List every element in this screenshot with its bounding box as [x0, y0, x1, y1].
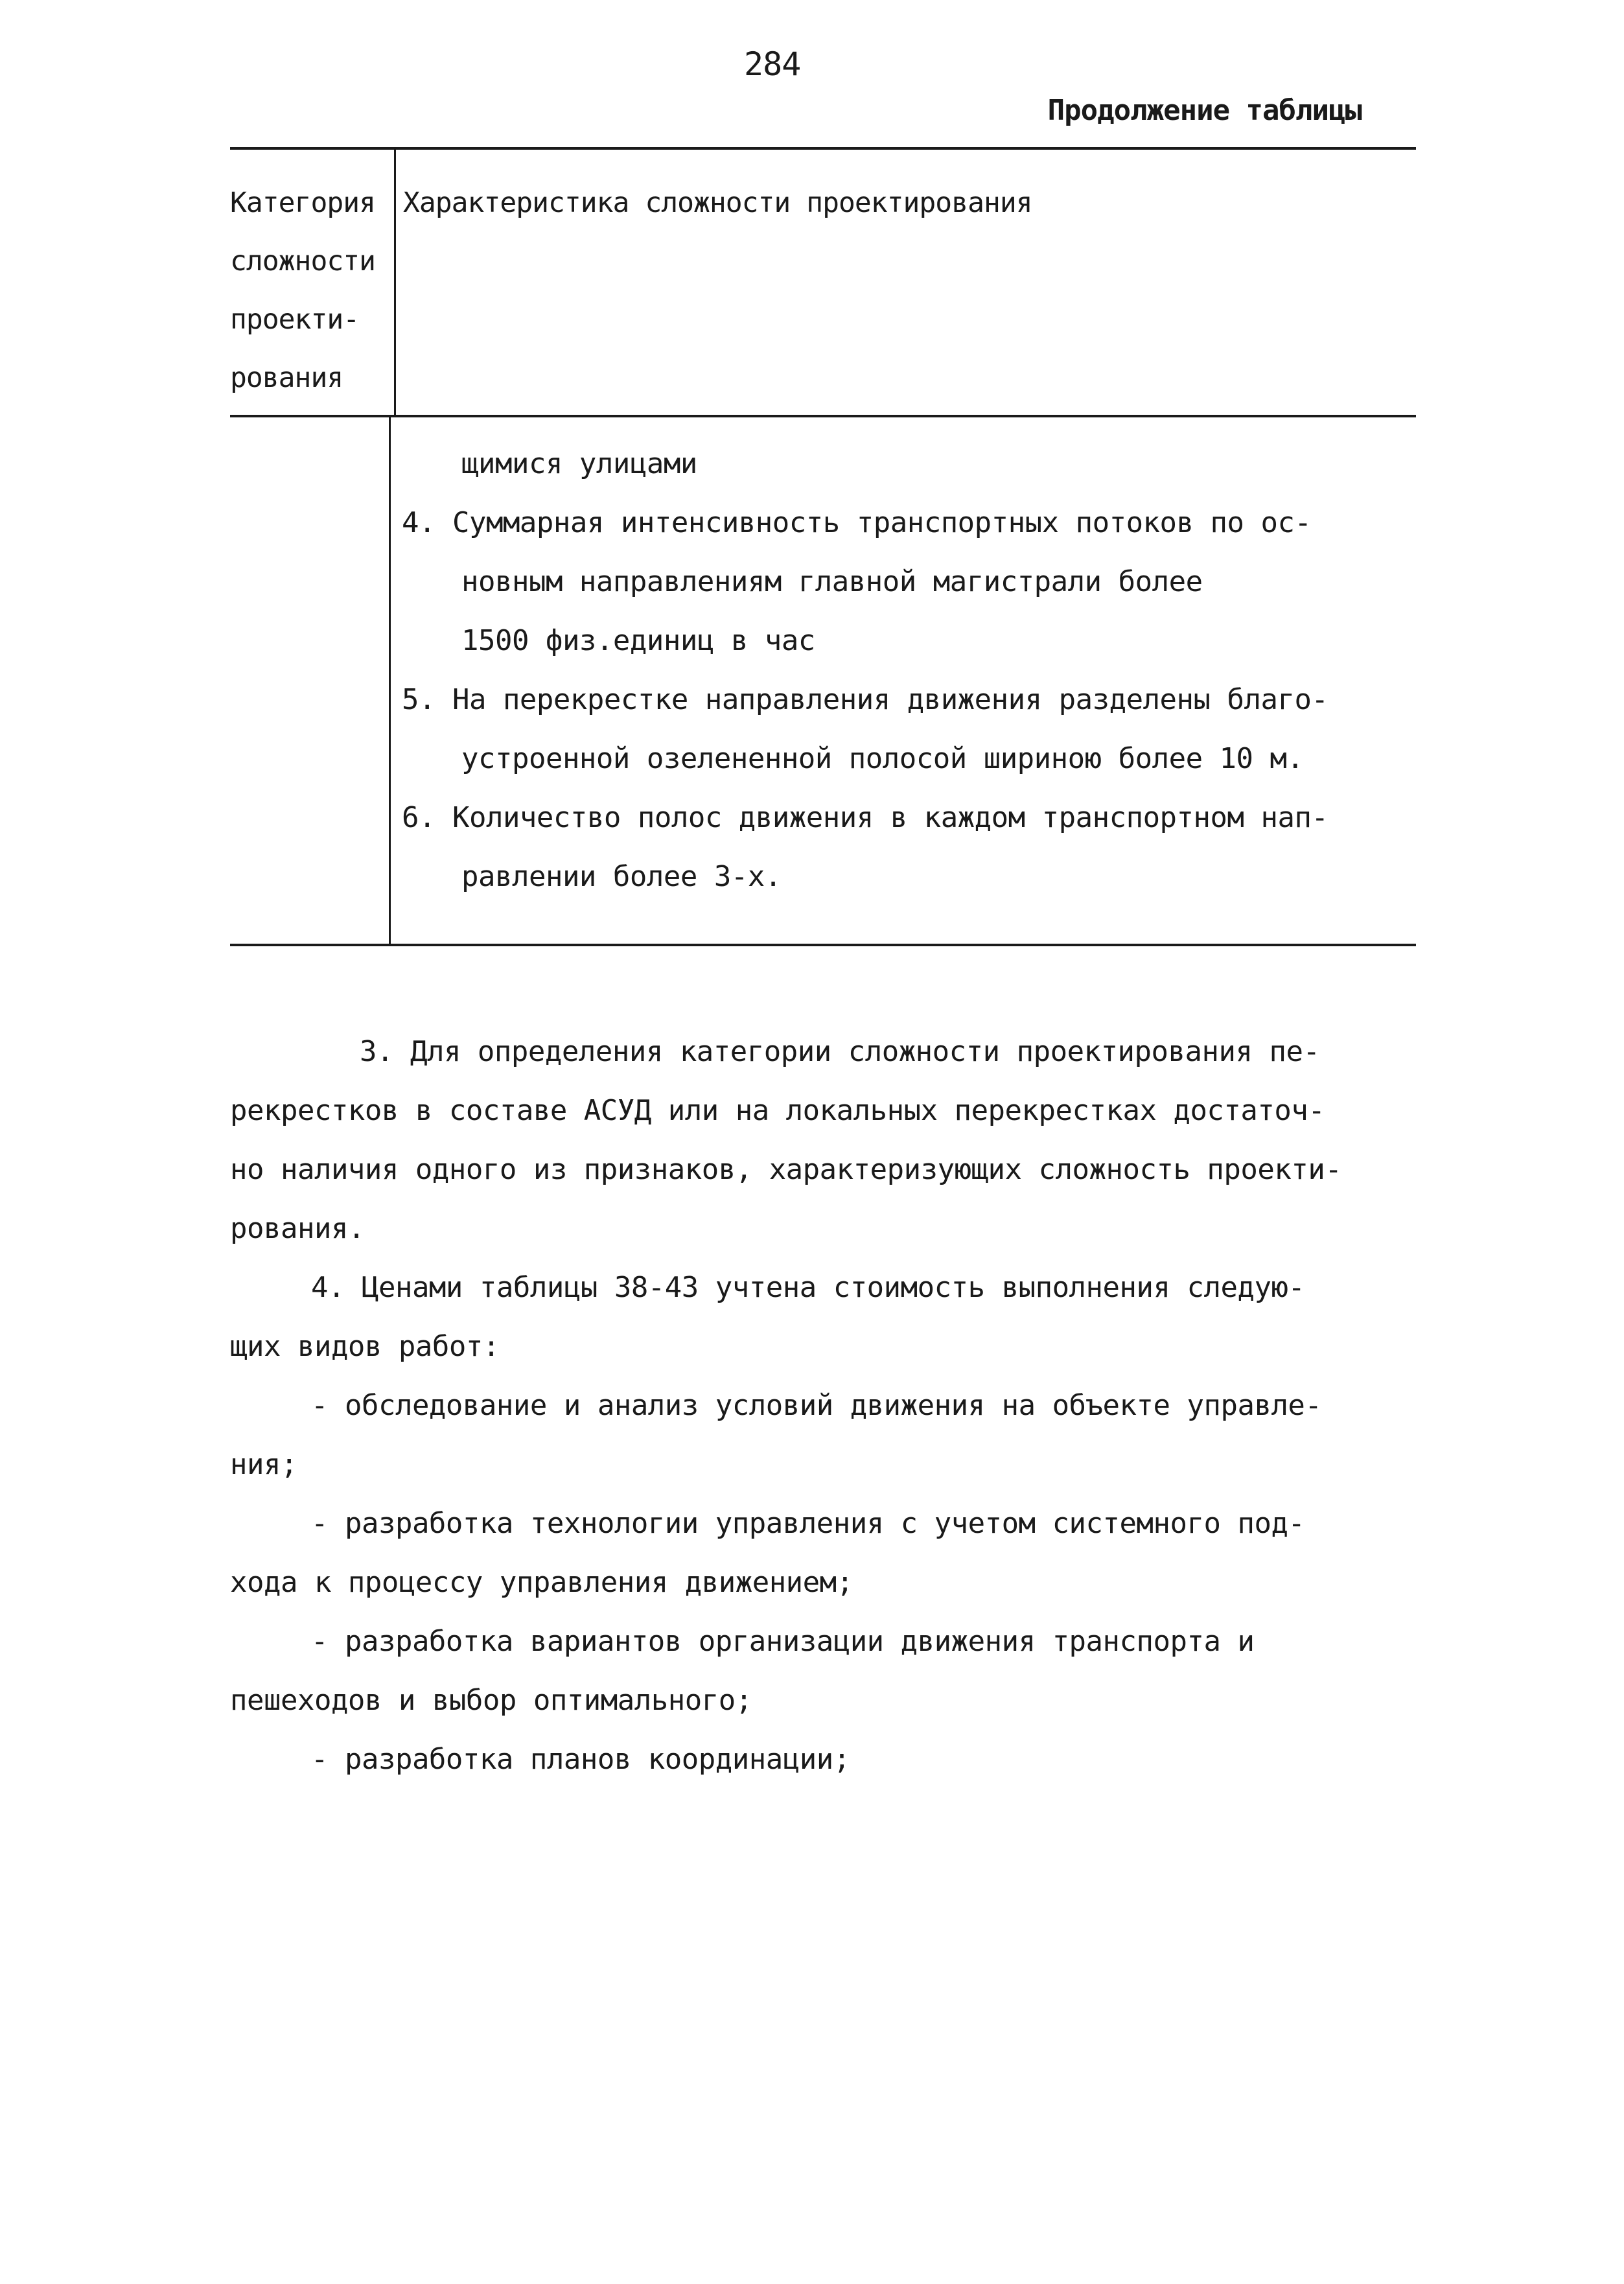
header-category-line: Категория — [230, 187, 375, 219]
bullet-line: пешеходов и выбор оптимального; — [230, 1684, 752, 1717]
table-body-line: 4. Суммарная интенсивность транспортных потоков по ос- — [402, 506, 1312, 539]
bullet-line: - обследование и анализ условий движения на объекте управле- — [311, 1389, 1322, 1422]
header-category-cell — [230, 174, 392, 407]
page-number: 284 — [744, 45, 801, 83]
paragraph-4-line: щих видов работ: — [230, 1330, 500, 1363]
table-header-rule — [230, 415, 1416, 417]
bullet-line: ния; — [230, 1448, 297, 1481]
table-body-line: щимися улицами — [461, 447, 697, 480]
paragraph-3-line: рекрестков в составе АСУД или на локальных перекрестках достаточ- — [230, 1094, 1325, 1127]
table-body-line: 5. На перекрестке направления движения разделены благо- — [402, 683, 1328, 716]
header-category-line: сложности — [230, 245, 375, 277]
paragraph-3-line: рования. — [230, 1212, 365, 1245]
table-bottom-rule — [230, 944, 1416, 946]
table-body-line: 1500 физ.единиц в час — [461, 624, 815, 657]
table-body-line: устроенной озелененной полосой шириною более 10 м. — [461, 742, 1304, 775]
bullet-line: - разработка планов координации; — [311, 1743, 850, 1776]
paragraph-4-line: 4. Ценами таблицы 38-43 учтена стоимость выполнения следую- — [311, 1271, 1305, 1304]
table-body-line: 6. Количество полос движения в каждом транспортном нап- — [402, 801, 1328, 834]
header-characteristic-cell: Характеристика сложности проектирования — [403, 187, 1032, 219]
header-column-divider — [394, 150, 396, 415]
body-column-divider — [389, 417, 391, 944]
table-body-line: равлении более 3-х. — [461, 860, 782, 893]
bullet-line: хода к процессу управления движением; — [230, 1566, 853, 1599]
body-text — [230, 1022, 1419, 1789]
header-category-line: рования — [230, 362, 343, 394]
paragraph-3-line: но наличия одного из признаков, характеризующих сложность проекти- — [230, 1153, 1342, 1186]
bullet-line: - разработка технологии управления с учетом системного под- — [311, 1507, 1305, 1540]
table-body-line: новным направлениям главной магистрали более — [461, 565, 1203, 598]
table-body-cell — [402, 434, 1413, 906]
paragraph-3-line: 3. Для определения категории сложности проектирования пе- — [360, 1035, 1320, 1068]
table-top-rule — [230, 147, 1416, 150]
bullet-line: - разработка вариантов организации движения транспорта и — [311, 1625, 1255, 1658]
header-category-line: проекти- — [230, 303, 360, 336]
table-continuation-label: Продолжение таблицы — [1047, 94, 1362, 127]
